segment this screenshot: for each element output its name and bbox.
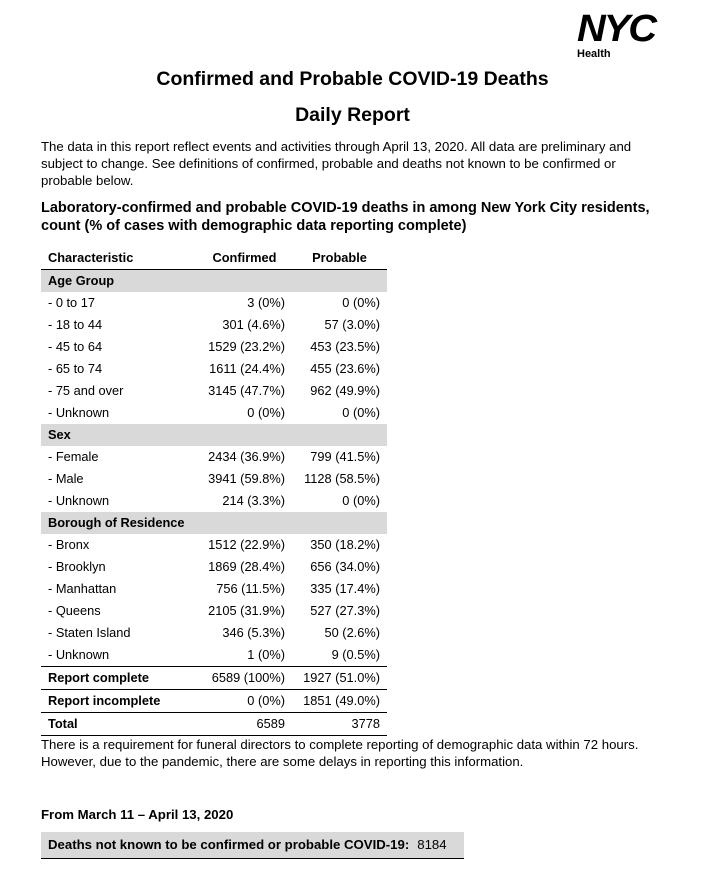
table-row — [41, 556, 387, 578]
probable-value: 527 (27.3%) — [310, 603, 380, 618]
confirmed-value: 1611 (24.4%) — [209, 361, 285, 376]
summary-confirmed: 0 (0%) — [197, 690, 292, 713]
unknown-deaths-box — [41, 832, 464, 859]
row-label: - 18 to 44 — [48, 317, 103, 332]
confirmed-value: 1512 (22.9%) — [208, 537, 285, 552]
reporting-note: There is a requirement for funeral directors to complete reporting of demographic data within 72 hours. However, due to the pandemic, there are some delays in reporting this information. — [41, 737, 639, 769]
nyc-health-logo — [577, 8, 677, 62]
table-row — [41, 578, 387, 600]
summary-probable: 3778 — [292, 713, 387, 736]
probable-value: 0 (0%) — [342, 493, 380, 508]
row-label: - Manhattan — [48, 581, 117, 596]
section-row — [41, 424, 387, 446]
summary-row — [41, 713, 387, 736]
header-probable: Probable — [292, 247, 387, 270]
confirmed-value: 756 (11.5%) — [216, 581, 285, 596]
row-label: - Queens — [48, 603, 101, 618]
section-row — [41, 512, 387, 534]
table-row — [41, 336, 387, 358]
confirmed-value: 1 (0%) — [247, 647, 285, 662]
probable-value: 350 (18.2%) — [310, 537, 380, 552]
header-characteristic: Characteristic — [41, 247, 197, 270]
section-row — [41, 270, 387, 293]
table-row — [41, 534, 387, 556]
probable-value: 0 (0%) — [342, 295, 380, 310]
table-row — [41, 446, 387, 468]
confirmed-value: 301 (4.6%) — [222, 317, 285, 332]
summary-row — [41, 667, 387, 690]
probable-value: 1128 (58.5%) — [304, 471, 380, 486]
deaths-table — [41, 247, 387, 736]
confirmed-value: 0 (0%) — [247, 405, 285, 420]
row-label: - Unknown — [48, 493, 110, 508]
deaths-table-body — [41, 247, 387, 736]
probable-value: 453 (23.5%) — [310, 339, 380, 354]
section-label: Age Group — [41, 270, 387, 293]
section-label: Borough of Residence — [41, 512, 387, 534]
table-row — [41, 468, 387, 490]
row-label: - Male — [48, 471, 84, 486]
header-confirmed: Confirmed — [197, 247, 292, 270]
probable-value: 50 (2.6%) — [324, 625, 380, 640]
row-label: - Unknown — [48, 647, 110, 662]
table-row — [41, 402, 387, 424]
row-label: - Unknown — [48, 405, 110, 420]
summary-label: Report complete — [41, 667, 197, 690]
logo-subtitle: Health — [577, 48, 611, 60]
logo-word: NYC — [577, 8, 655, 50]
row-label: - 45 to 64 — [48, 339, 103, 354]
intro-paragraph: The data in this report reflect events and activities through April 13, 2020. All data are preliminary and subject to change. See definitions of confirmed, probable and deaths not known to be confirmed or probable below. — [41, 139, 632, 188]
table-row — [41, 292, 387, 314]
summary-label: Report incomplete — [41, 690, 197, 713]
table-row — [41, 358, 387, 380]
unknown-deaths-value: 8184 — [417, 837, 447, 852]
table-row — [41, 490, 387, 512]
unknown-deaths-label: Deaths not known to be confirmed or probable COVID-19: — [48, 837, 410, 852]
row-label: - Bronx — [48, 537, 90, 552]
probable-value: 57 (3.0%) — [324, 317, 380, 332]
summary-probable: 1851 (49.0%) — [292, 690, 387, 713]
summary-confirmed: 6589 — [197, 713, 292, 736]
table-row — [41, 600, 387, 622]
confirmed-value: 2105 (31.9%) — [208, 603, 285, 618]
section-label: Sex — [41, 424, 387, 446]
confirmed-value: 3145 (47.7%) — [208, 383, 285, 398]
confirmed-value: 1869 (28.4%) — [208, 559, 285, 574]
probable-value: 335 (17.4%) — [310, 581, 380, 596]
row-label: - 65 to 74 — [48, 361, 103, 376]
probable-value: 799 (41.5%) — [310, 449, 380, 464]
row-label: - 0 to 17 — [48, 295, 95, 310]
confirmed-value: 3941 (59.8%) — [208, 471, 285, 486]
table-row — [41, 314, 387, 336]
table-row — [41, 380, 387, 402]
confirmed-value: 3 (0%) — [247, 295, 285, 310]
row-label: - Staten Island — [48, 625, 131, 640]
reporting-period: From March 11 – April 13, 2020 — [41, 807, 234, 822]
probable-value: 455 (23.6%) — [310, 361, 380, 376]
probable-value: 0 (0%) — [342, 405, 380, 420]
summary-label: Total — [41, 713, 197, 736]
probable-value: 656 (34.0%) — [310, 559, 380, 574]
probable-value: 962 (49.9%) — [310, 383, 380, 398]
table-row — [41, 644, 387, 667]
confirmed-value: 2434 (36.9%) — [208, 449, 285, 464]
row-label: - Female — [48, 449, 99, 464]
summary-probable: 1927 (51.0%) — [292, 667, 387, 690]
row-label: - 75 and over — [48, 383, 124, 398]
table-title: Laboratory-confirmed and probable COVID-19 deaths in among New York City residents, count (% of cases with demographic data reporting complete) — [41, 200, 650, 234]
summary-confirmed: 6589 (100%) — [197, 667, 292, 690]
confirmed-value: 1529 (23.2%) — [208, 339, 285, 354]
confirmed-value: 346 (5.3%) — [222, 625, 285, 640]
page-subtitle: Daily Report — [295, 104, 410, 126]
table-header-row — [41, 247, 387, 270]
row-label: - Brooklyn — [48, 559, 106, 574]
page-title: Confirmed and Probable COVID-19 Deaths — [156, 68, 549, 90]
confirmed-value: 214 (3.3%) — [222, 493, 285, 508]
table-row — [41, 622, 387, 644]
probable-value: 9 (0.5%) — [331, 647, 380, 662]
summary-row — [41, 690, 387, 713]
